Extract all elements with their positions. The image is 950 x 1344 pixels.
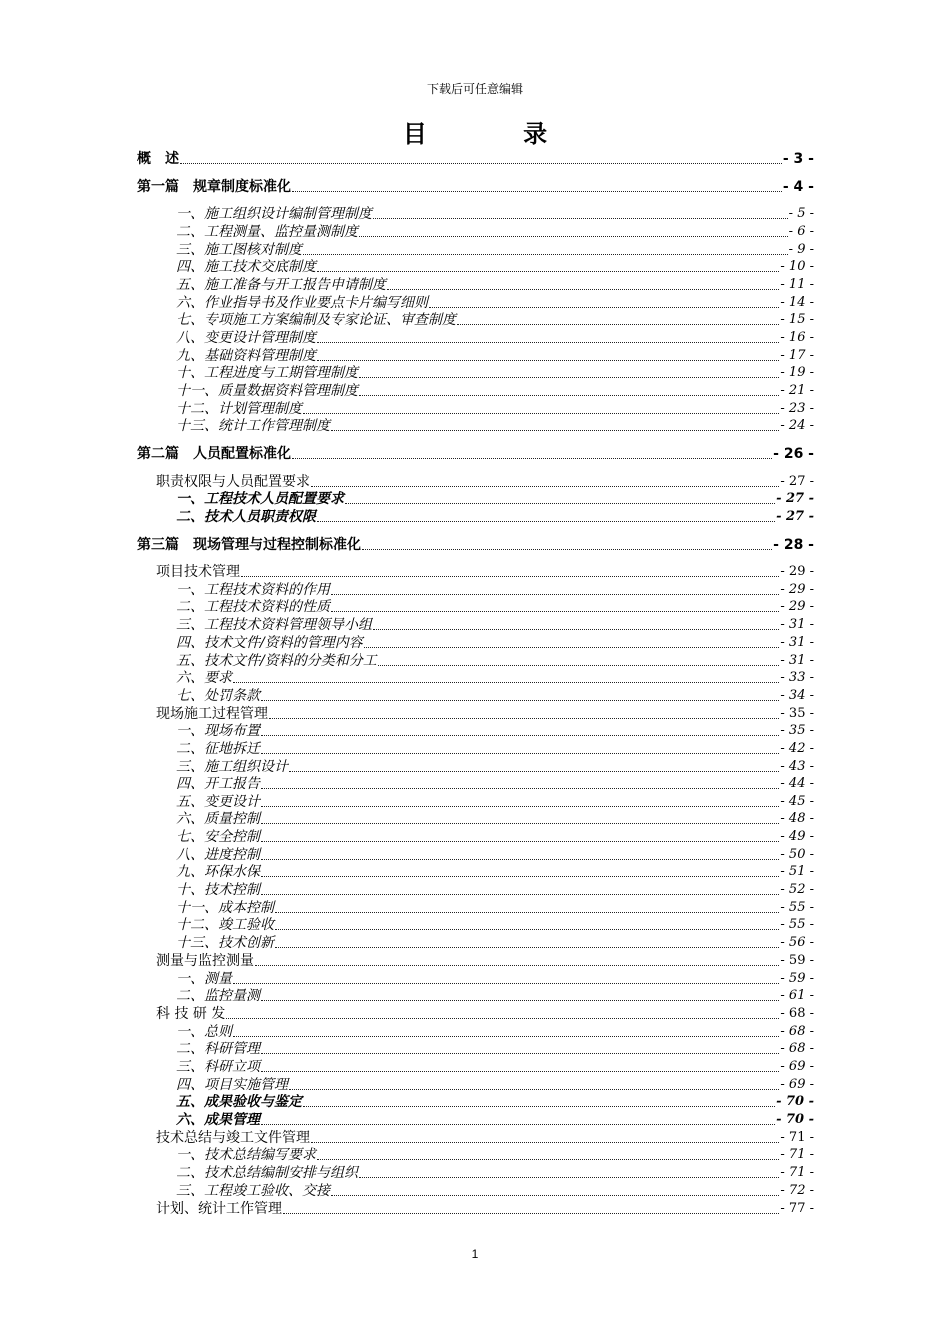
dot-leader (331, 1194, 779, 1196)
toc-entry-page: - 24 - (780, 418, 814, 433)
toc-entry-page: - 55 - (780, 917, 814, 932)
toc-entry-page: - 4 - (782, 179, 814, 195)
toc-entry-page: - 26 - (773, 446, 814, 462)
toc-entry-label: 技术总结与竣工文件管理 (156, 1130, 310, 1146)
dot-leader (359, 1176, 779, 1178)
toc-entry-label: 测量与监控测量 (156, 953, 254, 969)
toc-entry-label: 十二、计划管理制度 (176, 401, 302, 417)
toc-entry-label: 一、施工组织设计编制管理制度 (176, 206, 372, 222)
toc-entry-label: 五、变更设计 (176, 794, 260, 810)
toc-entry-page: - 27 - (776, 491, 814, 506)
toc-entry[interactable] (176, 382, 814, 400)
toc-entry-label: 职责权限与人员配置要求 (156, 474, 310, 490)
toc-entry-page: - 33 - (780, 670, 814, 685)
toc-entry-label: 十二、竣工验收 (176, 917, 274, 933)
toc-entry[interactable] (176, 652, 814, 670)
toc-entry-page: - 68 - (780, 1041, 814, 1056)
toc-entry-label: 四、施工技术交底制度 (176, 259, 316, 275)
toc-entry[interactable] (176, 758, 814, 776)
dot-leader (317, 359, 779, 361)
toc-entry-page: - 21 - (780, 383, 814, 398)
toc-entry-page: - 49 - (780, 829, 814, 844)
toc-entry-label: 五、施工准备与开工报告申请制度 (176, 277, 386, 293)
toc-entry[interactable] (176, 899, 814, 917)
toc-entry[interactable] (176, 598, 814, 616)
toc-entry-label: 二、工程测量、监控量测制度 (176, 224, 358, 240)
dot-leader (331, 610, 779, 612)
dot-leader (311, 485, 779, 487)
toc-entry[interactable] (137, 178, 814, 196)
toc-entry[interactable] (176, 1111, 814, 1129)
toc-entry[interactable] (176, 810, 814, 828)
toc-entry-label: 第三篇 现场管理与过程控制标准化 (137, 537, 361, 553)
toc-entry-page: - 17 - (780, 348, 814, 363)
toc-entry[interactable] (176, 400, 814, 418)
dot-leader (359, 394, 779, 396)
dot-leader (359, 235, 788, 237)
dot-leader (261, 1052, 779, 1054)
toc-entry[interactable] (176, 934, 814, 952)
toc-entry-page: - 27 - (780, 474, 814, 489)
toc-entry[interactable] (176, 1093, 814, 1111)
dot-leader (261, 787, 779, 789)
dot-leader (378, 664, 780, 666)
toc-entry-page: - 59 - (780, 971, 814, 986)
toc-entry-page: - 31 - (780, 635, 814, 650)
dot-leader (275, 928, 779, 930)
toc-entry[interactable] (176, 722, 814, 740)
toc-entry[interactable] (176, 687, 814, 705)
toc-entry-label: 六、作业指导书及作业要点卡片编写细则 (176, 295, 428, 311)
toc-entry[interactable] (176, 863, 814, 881)
toc-entry-page: - 27 - (776, 509, 814, 524)
dot-leader (261, 734, 779, 736)
dot-leader (303, 412, 779, 414)
dot-leader (261, 805, 779, 807)
toc-entry-page: - 42 - (780, 741, 814, 756)
dot-leader (275, 911, 779, 913)
toc-entry-label: 九、基础资料管理制度 (176, 348, 316, 364)
dot-leader (261, 858, 779, 860)
toc-entry[interactable] (156, 705, 814, 723)
toc-entry-label: 五、成果验收与鉴定 (176, 1094, 302, 1110)
dot-leader (359, 376, 779, 378)
toc-entry-page: - 35 - (780, 706, 814, 721)
toc-entry[interactable] (156, 1005, 814, 1023)
toc-entry[interactable] (176, 311, 814, 329)
toc-entry-page: - 31 - (780, 653, 814, 668)
toc-entry-page: - 72 - (780, 1183, 814, 1198)
dot-leader (233, 681, 779, 683)
toc-entry-label: 九、环保水保 (176, 864, 260, 880)
toc-entry[interactable] (156, 952, 814, 970)
toc-entry[interactable] (176, 1023, 814, 1041)
toc-entry-page: - 3 - (782, 151, 814, 167)
toc-entry[interactable] (176, 616, 814, 634)
toc-entry[interactable] (176, 294, 814, 312)
dot-leader (317, 520, 775, 522)
toc-entry-page: - 29 - (780, 582, 814, 597)
dot-leader (261, 1070, 779, 1072)
toc-entry[interactable] (176, 1076, 814, 1094)
toc-entry-page: - 34 - (780, 688, 814, 703)
toc-entry[interactable] (176, 329, 814, 347)
dot-leader (292, 190, 782, 192)
toc-entry-page: - 52 - (780, 882, 814, 897)
toc-entry-label: 二、监控量测 (176, 988, 260, 1004)
dot-leader (373, 217, 788, 219)
toc-entry[interactable] (176, 740, 814, 758)
toc-entry[interactable] (137, 536, 814, 554)
toc-entry[interactable] (176, 241, 814, 259)
toc-entry-label: 七、专项施工方案编制及专家论证、审查制度 (176, 312, 456, 328)
toc-entry-page: - 35 - (780, 723, 814, 738)
toc-entry[interactable] (176, 1182, 814, 1200)
toc-entry[interactable] (176, 347, 814, 365)
toc-entry[interactable] (176, 634, 814, 652)
toc-entry[interactable] (176, 916, 814, 934)
toc-entry-page: - 69 - (780, 1077, 814, 1092)
toc-entry-page: - 11 - (780, 277, 814, 292)
dot-leader (303, 253, 788, 255)
dot-leader (292, 457, 772, 459)
toc-entry-page: - 68 - (780, 1024, 814, 1039)
toc-entry-label: 七、安全控制 (176, 829, 260, 845)
toc-entry-page: - 77 - (780, 1201, 814, 1216)
toc-entry-label: 一、总则 (176, 1024, 232, 1040)
toc-entry-label: 第二篇 人员配置标准化 (137, 446, 291, 462)
toc-entry-label: 八、进度控制 (176, 847, 260, 863)
dot-leader (226, 1017, 779, 1019)
dot-leader (345, 502, 775, 504)
toc-entry[interactable] (176, 775, 814, 793)
toc-entry-label: 二、技术人员职责权限 (176, 509, 316, 525)
dot-leader (233, 982, 779, 984)
toc-entry-label: 十三、技术创新 (176, 935, 274, 951)
toc-entry-label: 十一、质量数据资料管理制度 (176, 383, 358, 399)
toc-entry[interactable] (137, 150, 814, 168)
toc-entry-label: 项目技术管理 (156, 564, 240, 580)
toc-entry-page: - 16 - (780, 330, 814, 345)
toc-entry-page: - 51 - (780, 864, 814, 879)
toc-entry-page: - 5 - (788, 206, 814, 221)
toc-entry[interactable] (156, 1200, 814, 1218)
toc-entry-label: 一、技术总结编写要求 (176, 1147, 316, 1163)
toc-entry[interactable] (176, 205, 814, 223)
toc-entry-page: - 10 - (780, 259, 814, 274)
dot-leader (269, 717, 779, 719)
toc-entry-page: - 31 - (780, 617, 814, 632)
toc-entry-page: - 71 - (780, 1130, 814, 1145)
toc-entry-label: 十、工程进度与工期管理制度 (176, 365, 358, 381)
toc-entry-label: 现场施工过程管理 (156, 706, 268, 722)
dot-leader (373, 628, 779, 630)
toc-entry-page: - 59 - (780, 953, 814, 968)
toc-entry-page: - 15 - (780, 312, 814, 327)
toc-entry[interactable] (156, 563, 814, 581)
toc-entry[interactable] (176, 258, 814, 276)
toc-entry-page: - 19 - (780, 365, 814, 380)
dot-leader (261, 699, 779, 701)
toc-entry-page: - 23 - (780, 401, 814, 416)
dot-leader (180, 162, 782, 164)
toc-entry-label: 二、科研管理 (176, 1041, 260, 1057)
toc-entry-label: 三、施工图核对制度 (176, 242, 302, 258)
toc-entry-page: - 29 - (780, 564, 814, 579)
toc-entry[interactable] (176, 669, 814, 687)
dot-leader (364, 646, 780, 648)
toc-entry[interactable] (176, 1040, 814, 1058)
dot-leader (261, 752, 779, 754)
page-title: 目 录 (402, 119, 592, 148)
toc-entry-page: - 48 - (780, 811, 814, 826)
toc-entry[interactable] (176, 987, 814, 1005)
toc-entry-page: - 29 - (780, 599, 814, 614)
toc-entry[interactable] (176, 828, 814, 846)
toc-entry-label: 十、技术控制 (176, 882, 260, 898)
dot-leader (303, 1105, 775, 1107)
toc-entry-label: 六、要求 (176, 670, 232, 686)
toc-entry[interactable] (176, 276, 814, 294)
toc-entry-label: 一、工程技术人员配置要求 (176, 491, 344, 507)
toc-entry-label: 计划、统计工作管理 (156, 1201, 282, 1217)
toc-entry[interactable] (176, 417, 814, 435)
toc-entry[interactable] (156, 473, 814, 491)
toc-entry-label: 十一、成本控制 (176, 900, 274, 916)
dot-leader (362, 548, 772, 550)
toc-entry[interactable] (176, 508, 814, 526)
toc-entry-page: - 9 - (788, 242, 814, 257)
dot-leader (317, 270, 779, 272)
dot-leader (261, 1123, 775, 1125)
toc-entry-page: - 14 - (780, 295, 814, 310)
toc-entry-page: - 56 - (780, 935, 814, 950)
dot-leader (331, 429, 779, 431)
toc-entry-page: - 50 - (780, 847, 814, 862)
toc-entry-page: - 71 - (780, 1147, 814, 1162)
toc-entry-page: - 28 - (773, 537, 814, 553)
dot-leader (317, 1158, 779, 1160)
dot-leader (255, 964, 779, 966)
dot-leader (317, 341, 779, 343)
dot-leader (289, 770, 779, 772)
toc-entry-page: - 45 - (780, 794, 814, 809)
toc-entry-label: 三、科研立项 (176, 1059, 260, 1075)
toc-entry-label: 第一篇 规章制度标准化 (137, 179, 291, 195)
toc-entry-label: 七、处罚条款 (176, 688, 260, 704)
toc-entry[interactable] (176, 223, 814, 241)
toc-entry-page: - 70 - (776, 1112, 814, 1127)
toc-entry[interactable] (176, 881, 814, 899)
page-number: 1 (471, 1247, 479, 1261)
toc-entry-label: 二、技术总结编制安排与组织 (176, 1165, 358, 1181)
toc-entry-label: 三、工程技术资料管理领导小组 (176, 617, 372, 633)
toc-entry-label: 二、征地拆迁 (176, 741, 260, 757)
toc-entry-label: 二、工程技术资料的性质 (176, 599, 330, 615)
toc-entry[interactable] (176, 364, 814, 382)
toc-entry-label: 六、质量控制 (176, 811, 260, 827)
toc-entry-label: 概 述 (137, 151, 179, 167)
dot-leader (261, 999, 779, 1001)
dot-leader (261, 875, 779, 877)
page-header: 下载后可任意编辑 (426, 82, 523, 96)
toc-entry[interactable] (176, 1146, 814, 1164)
toc-entry-label: 一、现场布置 (176, 723, 260, 739)
toc-entry-label: 一、工程技术资料的作用 (176, 582, 330, 598)
dot-leader (311, 1141, 779, 1143)
dot-leader (261, 840, 779, 842)
dot-leader (241, 575, 779, 577)
toc-entry-label: 四、开工报告 (176, 776, 260, 792)
toc-entry-page: - 71 - (780, 1165, 814, 1180)
toc-entry-label: 五、技术文件/资料的分类和分工 (176, 653, 377, 669)
toc-entry[interactable] (176, 581, 814, 599)
dot-leader (233, 1035, 779, 1037)
toc-entry-label: 三、工程竣工验收、交接 (176, 1183, 330, 1199)
toc-entry[interactable] (176, 1164, 814, 1182)
toc-entry-label: 四、项目实施管理 (176, 1077, 288, 1093)
toc-entry-page: - 69 - (780, 1059, 814, 1074)
dot-leader (275, 946, 779, 948)
toc-entry-label: 科 技 研 发 (156, 1006, 226, 1022)
toc-entry-page: - 44 - (780, 776, 814, 791)
toc-entry-page: - 68 - (780, 1006, 814, 1021)
dot-leader (261, 893, 779, 895)
toc-entry-label: 六、成果管理 (176, 1112, 260, 1128)
toc-entry-page: - 70 - (776, 1094, 814, 1109)
toc-entry[interactable] (137, 445, 814, 463)
toc-entry-label: 八、变更设计管理制度 (176, 330, 316, 346)
toc-entry[interactable] (176, 1058, 814, 1076)
toc-entry[interactable] (176, 846, 814, 864)
toc-entry[interactable] (156, 1129, 814, 1147)
toc-entry-page: - 6 - (788, 224, 814, 239)
dot-leader (289, 1088, 779, 1090)
toc-entry[interactable] (176, 490, 814, 508)
dot-leader (429, 306, 779, 308)
dot-leader (331, 593, 779, 595)
toc-entry[interactable] (176, 970, 814, 988)
toc-entry-page: - 43 - (780, 759, 814, 774)
dot-leader (283, 1212, 779, 1214)
toc-entry-label: 一、测量 (176, 971, 232, 987)
toc-entry-page: - 55 - (780, 900, 814, 915)
toc-entry-label: 四、技术文件/资料的管理内容 (176, 635, 363, 651)
toc-entry-label: 十三、统计工作管理制度 (176, 418, 330, 434)
dot-leader (457, 323, 779, 325)
toc-entry[interactable] (176, 793, 814, 811)
toc-entry-page: - 61 - (780, 988, 814, 1003)
dot-leader (387, 288, 779, 290)
toc-entry-label: 三、施工组织设计 (176, 759, 288, 775)
dot-leader (261, 822, 779, 824)
